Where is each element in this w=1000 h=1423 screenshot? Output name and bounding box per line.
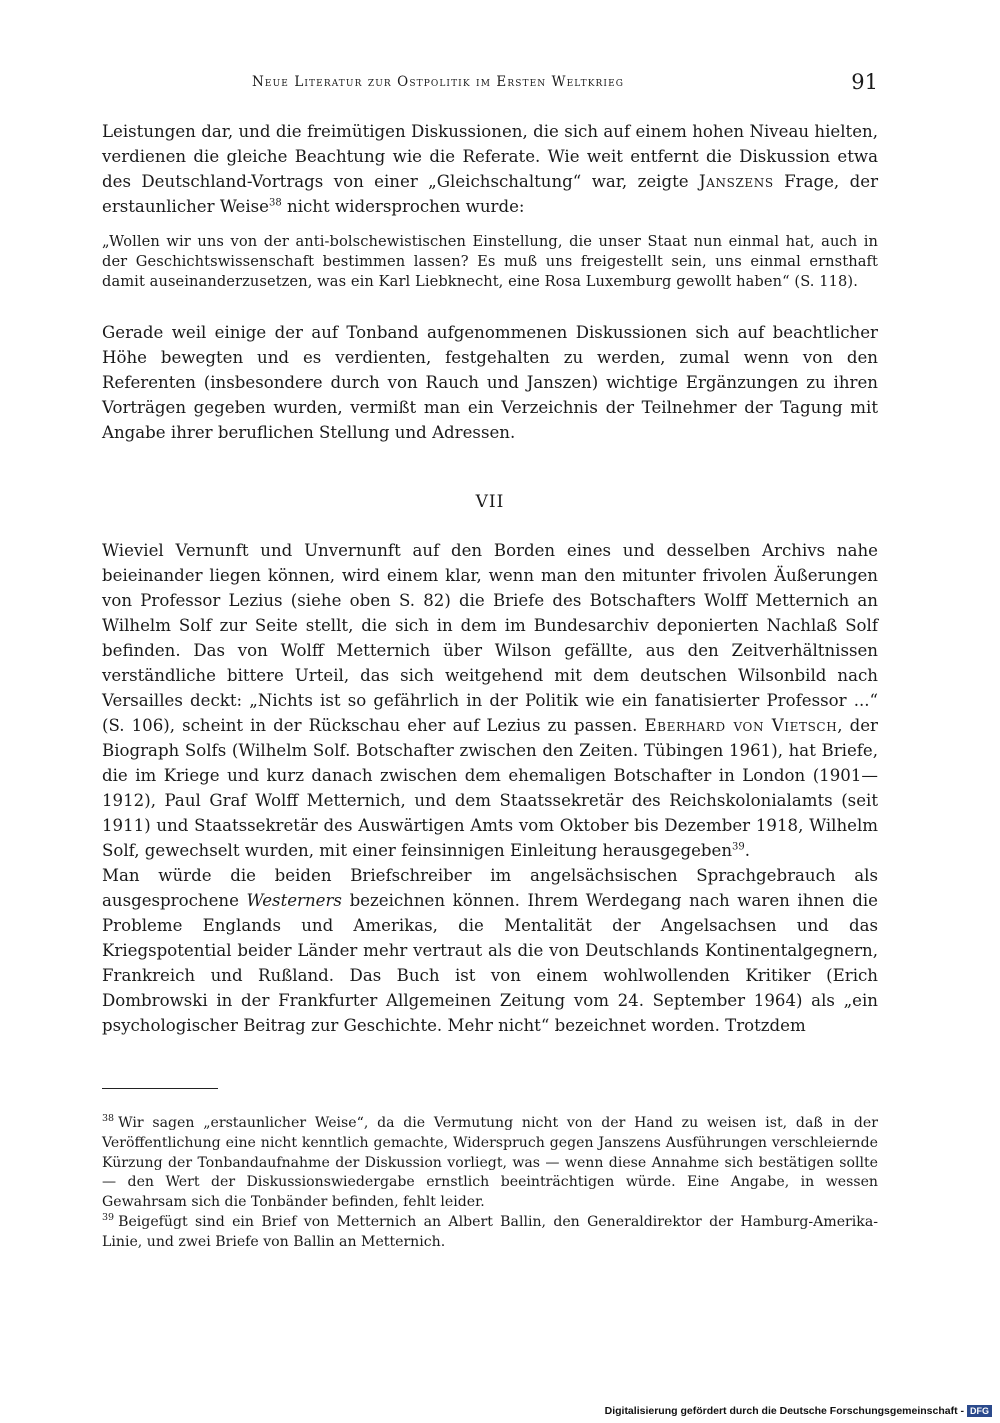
paragraph-4-text-cont: bezeichnen können. Ihrem Werdegang nach waren ihnen die Probleme Englands und Amerikas, die Mentalität der Angelsachsen und das Kriegspotential beider Länder mehr vertraut als die von Deutschlands Kontinentalgegnern, Frankreich und Rußland. Das Buch ist von einem wohlwollenden Kritiker (Erich Dombrowski in der Frankfurter Allgemeinen Zeitung vom 24. September 1964) als „ein psychologischer Beitrag zur Geschichte. Mehr nicht“ bezeichnet worden. Trotzdem bbox=[102, 891, 878, 1035]
footnote-divider bbox=[102, 1088, 218, 1089]
page-number: 91 bbox=[851, 70, 878, 94]
block-quote: „Wollen wir uns von der anti-bolschewistischen Einstellung, die unser Staat nun einmal hat, auch in der Geschichtswissenschaft bestimmen lassen? Es muß uns freigestellt sein, uns einmal ernsthaft damit auseinanderzusetzen, was ein Karl Liebknecht, eine Rosa Luxemburg gewollt haben“ (S. 118). bbox=[102, 233, 878, 290]
author-name-vietsch: Eberhard von Vietsch bbox=[644, 716, 838, 735]
footnote-number: 39 bbox=[102, 1212, 115, 1224]
footnote-text: Beigefügt sind ein Brief von Metternich an Albert Ballin, den Generaldirektor der Hamburg-Amerika-Linie, und zwei Briefe von Ballin an Metternich. bbox=[102, 1213, 878, 1250]
block-quote-container bbox=[102, 232, 878, 291]
paragraph-1-text-cont: Frage, der erstaunlicher Weise bbox=[102, 172, 878, 216]
paragraph-1-container bbox=[102, 119, 878, 219]
running-head bbox=[102, 72, 878, 96]
italic-term: Westerners bbox=[246, 891, 342, 910]
paragraph-1-tail: nicht widersprochen wurde: bbox=[287, 197, 525, 216]
footnote-number: 38 bbox=[102, 1113, 115, 1125]
section-heading: VII bbox=[475, 492, 505, 512]
paragraph-3-tail: . bbox=[744, 841, 751, 860]
paragraph-3-text: Wieviel Vernunft und Unvernunft auf den Borden eines und desselben Archivs nahe beieinander liegen können, wird einem klar, wenn man den mitunter frivolen Äußerungen von Professor Lezius (siehe oben S. 82) die Briefe des Botschafters Wolff Metternich an Wilhelm Solf zur Seite stellt, die sich in dem im Bundesarchiv deponierten Nachlaß Solf befinden. Das von Wolff Metternich über Wilson gefällte, aus den Zeitverhältnissen verständliche bittere Urteil, das sich weitgehend mit dem deutschen Wilsonbild nach Versailles deckt: „Nichts ist so gefährlich in der Politik wie ein fanatisierter Professor ...“ (S. 106), scheint in der Rückschau eher auf Lezius zu passen. bbox=[102, 541, 878, 735]
digitization-text: Digitalisierung gefördert durch die Deutsche Forschungsgemeinschaft - bbox=[604, 1405, 964, 1417]
paragraph-1 bbox=[102, 119, 878, 219]
dfg-logo: DFG bbox=[967, 1405, 992, 1417]
footnote-39 bbox=[102, 1213, 878, 1253]
paragraph-3-text-cont: , der Biograph Solfs (Wilhelm Solf. Botschafter zwischen den Zeiten. Tübingen 1961), hat Briefe, die im Kriege und kurz danach zwischen dem ehemaligen Botschafter in London (1901—1912), Paul Graf Wolff Metternich, und dem Staatssekretär des Reichskolonialamts (seit 1911) und Staatssekretär des Auswärtigen Amts vom Oktober bis Dezember 1918, Wilhelm Solf, gewechselt wurden, mit einer feinsinnigen Einleitung herausgegeben bbox=[102, 716, 878, 860]
paragraph-4 bbox=[102, 863, 878, 1038]
running-title: Neue Literatur zur Ostpolitik im Ersten Weltkrieg bbox=[252, 74, 625, 90]
author-name-janszens: Janszens bbox=[699, 172, 774, 191]
paragraph-4-text: Man würde die beiden Briefschreiber im angelsächsischen Sprachgebrauch als ausgesprochene bbox=[102, 866, 878, 910]
paragraph-2-container bbox=[102, 320, 878, 445]
paragraph-3 bbox=[102, 538, 878, 863]
paragraph-3-container bbox=[102, 538, 878, 1038]
digitization-banner bbox=[605, 1403, 992, 1419]
paragraph-2: Gerade weil einige der auf Tonband aufgenommenen Diskussionen sich auf beachtlicher Höhe bewegten und es verdienten, festgehalten zu werden, zumal wenn von den Referenten (insbesondere durch von Rauch und Janszen) wichtige Ergänzungen zu ihren Vorträgen gegeben wurden, vermißt man ein Verzeichnis der Teilnehmer der Tagung mit Angabe ihrer beruflichen Stellung und Adressen. bbox=[102, 323, 878, 442]
footnotes bbox=[102, 1114, 878, 1253]
footnote-ref-39[interactable]: 39 bbox=[732, 841, 745, 853]
footnote-text: Wir sagen „erstaunlicher Weise“, da die Vermutung nicht von der Hand zu weisen ist, daß in der Veröffentlichung eine nicht kenntlich gemachte, Widerspruch gegen Janszens Ausführungen verschleiernde Kürzung der Tonbandaufnahme der Diskussion vorliegt, was — wenn diese Annahme sich bestätigen sollte — den Wert der Diskussionswiedergabe ernstlich beeinträchtigen würde. Eine Angabe, in wessen Gewahrsam sich die Tonbänder befinden, fehlt leider. bbox=[102, 1115, 878, 1211]
paragraph-1-text: Leistungen dar, und die freimütigen Diskussionen, die sich auf einem hohen Niveau hielten, verdienen die gleiche Beachtung wie die Referate. Wie weit entfernt die Diskussion etwa des Deutschland-Vortrags von einer „Gleichschaltung“ war, zeigte bbox=[102, 122, 878, 191]
footnote-38 bbox=[102, 1114, 878, 1213]
footnote-ref-38[interactable]: 38 bbox=[269, 197, 282, 209]
